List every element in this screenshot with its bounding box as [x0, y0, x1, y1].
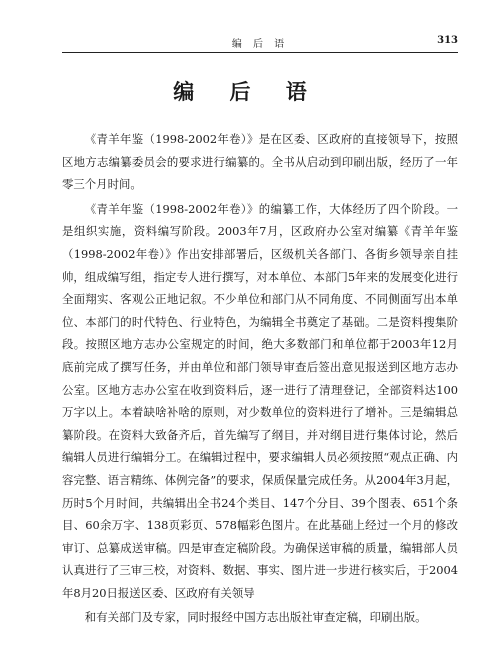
- paragraph-intro: 《青羊年鉴（1998-2002年卷）》是在区委、区政府的直接领导下，按照区地方志编纂委员会的要求进行编纂的。全书从启动到印刷出版，经历了一年零三个月时间。: [62, 132, 458, 192]
- paragraph-stages: 《青羊年鉴（1998-2002年卷）》的编纂工作，大体经历了四个阶段。一是组织实施，资料编写阶段。2003年7月，区政府办公室对编纂《青羊年鉴（1998-2002年卷）》作出安排部署后，区级机关各部门、各街乡领导亲自挂帅，组成编写组，指定专人进行撰写，对本单位、本部门5年来的发展变化进行全面翔实、客观公正地记叙。不少单位和部门从不同角度、不同侧面写出本单位、本部门的时代特色、行业特色，为编辑全书奠定了基础。二是资料搜集阶段。按照区地方志办公室规定的时间，绝大多数部门和单位都于2003年12月底前完成了撰写任务，并由单位和部门领导审查后签出意见报送到区地方志办公室。区地方志办公室在收到资料后，逐一进行了清理登记，全部资料达100万字以上。本着缺啥补啥的原则，对少数单位的资料进行了增补。三是编辑总纂阶段。在资料大致备齐后，首先编写了纲目，并对纲目进行集体讨论，然后编辑人员进行编辑分工。在编辑过程中，要求编辑人员必须按照“观点正确、内容完整、语言精练、体例完备”的要求，保质保量完成任务。从2004年3月起，历时5个月时间，共编辑出全书24个类目、147个分目、39个图表、651个条目、60余万字、138页彩页、578幅彩色图片。在此基础上经过一个月的修改审订、总纂成送审稿。四是审查定稿阶段。为确保送审稿的质量，编辑部人员认真进行了三审三校，对资料、数据、事实、图片进一步进行核实后，于2004年8月20日报送区委、区政府有关领导: [62, 201, 458, 600]
- paragraph-closing: 和有关部门及专家，同时报经中国方志出版社审查定稿，印刷出版。: [84, 610, 427, 625]
- body-text: [62, 128, 458, 629]
- running-title: 编 后 语: [231, 39, 289, 50]
- page-title: 编 后 语: [173, 79, 321, 104]
- page-number: 313: [437, 35, 458, 46]
- running-header: [62, 34, 458, 53]
